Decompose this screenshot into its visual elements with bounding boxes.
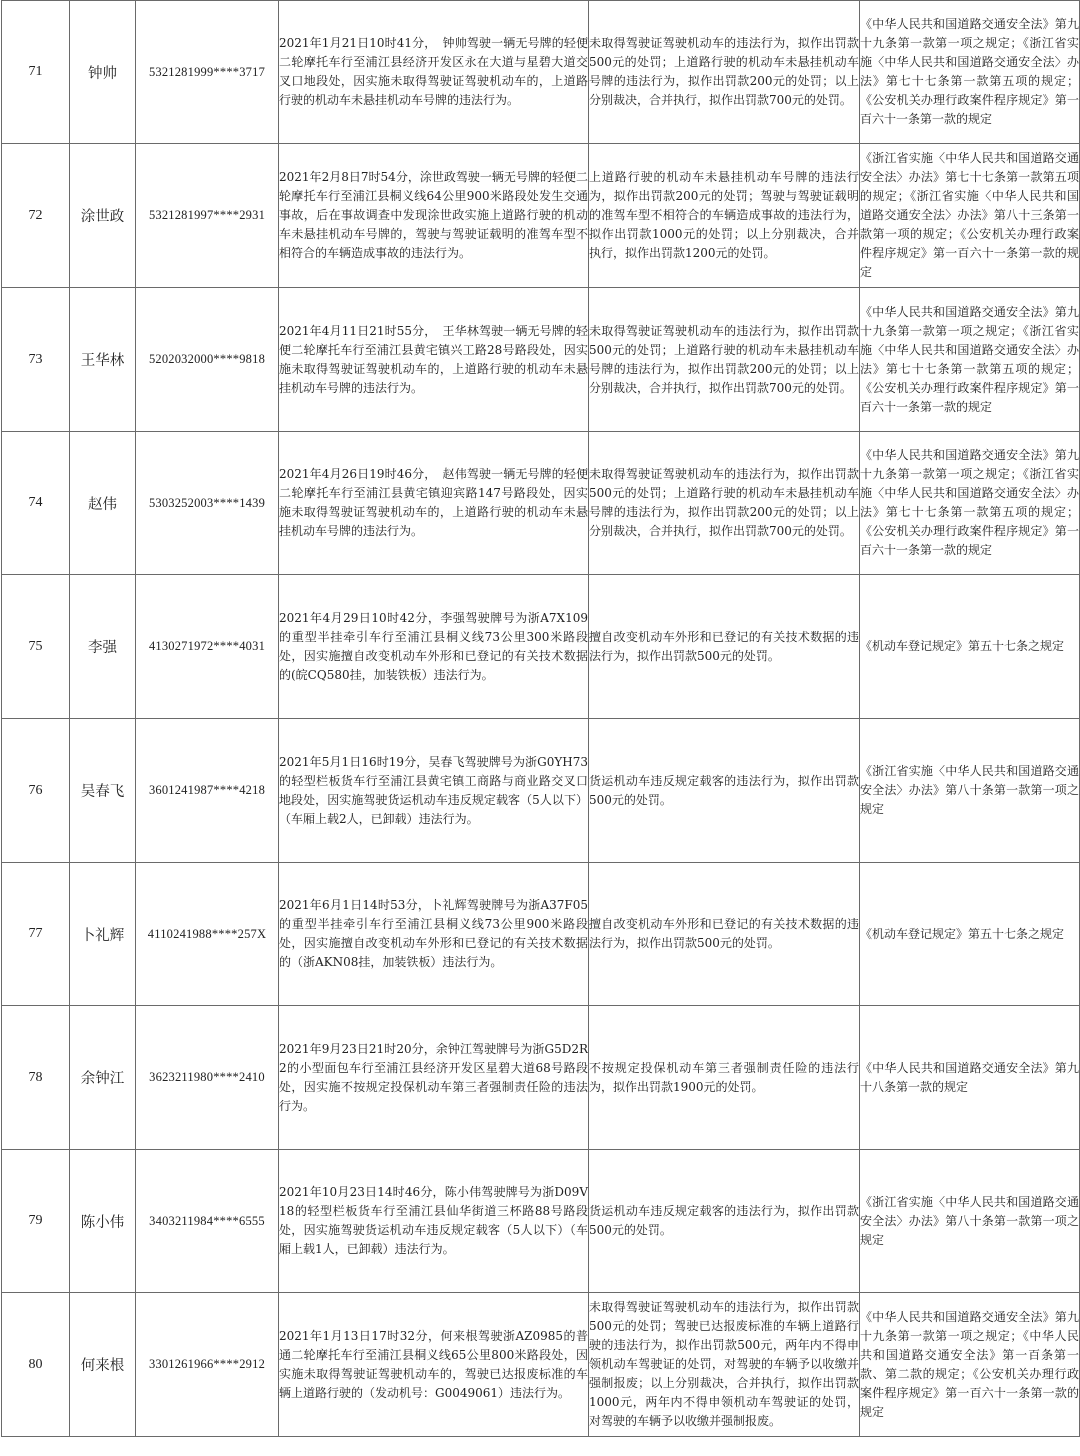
id-number: 3301261966****2912 (136, 1293, 279, 1437)
table-row (2, 719, 1080, 863)
legal-basis: 《浙江省实施〈中华人民共和国道路交通安全法〉办法》第八十条第一款第一项之规定 (860, 719, 1080, 863)
penalty-decision: 上道路行驶的机动车未悬挂机动车号牌的违法行为，拟作出罚款200元的处罚；驾驶与驾驶证载明的准驾车型不相符合的车辆造成事故的违法行为，拟作出罚款1000元的处罚；以上分别裁决，合并执行，拟作出罚款1200元的处罚。 (589, 144, 860, 288)
records-body (2, 1, 1080, 1437)
violation-facts: 2021年1月21日10时41分， 钟帅驾驶一辆无号牌的轻便二轮摩托车行至浦江县经济开发区永在大道与星碧大道交叉口地段处，因实施未取得驾驶证驾驶机动车的，上道路行驶的机动车未悬挂机动车号牌的违法行为。 (279, 1, 589, 144)
record-number: 77 (2, 863, 70, 1006)
legal-basis: 《中华人民共和国道路交通安全法》第九十八条第一款的规定 (860, 1006, 1080, 1150)
record-number: 72 (2, 144, 70, 288)
table-row (2, 1150, 1080, 1293)
violation-facts: 2021年10月23日14时46分，陈小伟驾驶牌号为浙D09V18的轻型栏板货车行至浦江县仙华街道三杯路88号路段处，因实施驾驶货运机动车违反规定载客（5人以下）（车厢上载1人，已卸载）违法行为。 (279, 1150, 589, 1293)
violation-facts: 2021年6月1日14时53分，卜礼辉驾驶牌号为浙A37F05的重型半挂牵引车行至浦江县桐义线73公里900米路段处，因实施擅自改变机动车外形和已登记的有关技术数据的（浙AKN08挂，加装铁板）违法行为。 (279, 863, 589, 1006)
penalty-records-table (1, 0, 1080, 1437)
violation-facts: 2021年1月13日17时32分，何来根驾驶浙AZ0985的普通二轮摩托车行至浦江县桐义线65公里800米路段处，因实施未取得驾驶证驾驶机动车的，驾驶已达报废标准的车辆上道路行驶的（发动机号：G0049061）违法行为。 (279, 1293, 589, 1437)
penalty-decision: 货运机动车违反规定载客的违法行为，拟作出罚款500元的处罚。 (589, 1150, 860, 1293)
penalty-decision: 未取得驾驶证驾驶机动车的违法行为，拟作出罚款500元的处罚；驾驶已达报废标准的车辆上道路行驶的违法行为，拟作出罚款500元，两年内不得申领机动车驾驶证的处罚，对驾驶的车辆予以收缴并强制报废；以上分别裁决，合并执行，拟作出罚款1000元，两年内不得申领机动车驾驶证的处罚，对驾驶的车辆予以收缴并强制报废。 (589, 1293, 860, 1437)
person-name: 陈小伟 (70, 1150, 136, 1293)
table-row (2, 1006, 1080, 1150)
penalty-decision: 货运机动车违反规定载客的违法行为，拟作出罚款500元的处罚。 (589, 719, 860, 863)
violation-facts: 2021年4月11日21时55分， 王华林驾驶一辆无号牌的轻便二轮摩托车行至浦江县黄宅镇兴工路28号路段处，因实施未取得驾驶证驾驶机动车的，上道路行驶的机动车未悬挂机动车号牌的违法行为。 (279, 288, 589, 432)
table-row (2, 863, 1080, 1006)
table-row (2, 288, 1080, 432)
record-number: 71 (2, 1, 70, 144)
table-row (2, 1, 1080, 144)
penalty-decision: 未取得驾驶证驾驶机动车的违法行为，拟作出罚款500元的处罚；上道路行驶的机动车未悬挂机动车号牌的违法行为，拟作出罚款200元的处罚；以上分别裁决，合并执行，拟作出罚款700元的处罚。 (589, 1, 860, 144)
record-number: 74 (2, 432, 70, 575)
table-row (2, 575, 1080, 719)
penalty-decision: 擅自改变机动车外形和已登记的有关技术数据的违法行为，拟作出罚款500元的处罚。 (589, 863, 860, 1006)
legal-basis: 《浙江省实施〈中华人民共和国道路交通安全法〉办法》第八十条第一款第一项之规定 (860, 1150, 1080, 1293)
record-number: 75 (2, 575, 70, 719)
legal-basis: 《中华人民共和国道路交通安全法》第九十九条第一款第一项之规定；《浙江省实施〈中华人民共和国道路交通安全法〉办法》第七十七条第一款第五项的规定；《公安机关办理行政案件程序规定》第一百六十一条第一款的规定 (860, 288, 1080, 432)
violation-facts: 2021年5月1日16时19分，吴春飞驾驶牌号为浙G0YH73的轻型栏板货车行至浦江县黄宅镇工商路与商业路交叉口地段处，因实施驾驶货运机动车违反规定载客（5人以下）（车厢上载2人，已卸载）违法行为。 (279, 719, 589, 863)
table-row (2, 432, 1080, 575)
record-number: 73 (2, 288, 70, 432)
person-name: 李强 (70, 575, 136, 719)
person-name: 卜礼辉 (70, 863, 136, 1006)
record-number: 76 (2, 719, 70, 863)
person-name: 何来根 (70, 1293, 136, 1437)
person-name: 余钟江 (70, 1006, 136, 1150)
legal-basis: 《机动车登记规定》第五十七条之规定 (860, 575, 1080, 719)
record-number: 79 (2, 1150, 70, 1293)
legal-basis: 《中华人民共和国道路交通安全法》第九十九条第一款第一项之规定；《浙江省实施〈中华人民共和国道路交通安全法〉办法》第七十七条第一款第五项的规定；《公安机关办理行政案件程序规定》第一百六十一条第一款的规定 (860, 1, 1080, 144)
id-number: 5303252003****1439 (136, 432, 279, 575)
legal-basis: 《中华人民共和国道路交通安全法》第九十九条第一款第一项之规定；《浙江省实施〈中华人民共和国道路交通安全法〉办法》第七十七条第一款第五项的规定；《公安机关办理行政案件程序规定》第一百六十一条第一款的规定 (860, 432, 1080, 575)
id-number: 5321281999****3717 (136, 1, 279, 144)
id-number: 5202032000****9818 (136, 288, 279, 432)
violation-facts: 2021年4月26日19时46分， 赵伟驾驶一辆无号牌的轻便二轮摩托车行至浦江县黄宅镇迎宾路147号路段处，因实施未取得驾驶证驾驶机动车的，上道路行驶的机动车未悬挂机动车号牌的违法行为。 (279, 432, 589, 575)
person-name: 王华林 (70, 288, 136, 432)
legal-basis: 《浙江省实施〈中华人民共和国道路交通安全法〉办法》第七十七条第一款第五项的规定；《浙江省实施〈中华人民共和国道路交通安全法〉办法》第八十三条第一款第一项的规定；《公安机关办理行政案件程序规定》第一百六十一条第一款的规定 (860, 144, 1080, 288)
id-number: 3601241987****4218 (136, 719, 279, 863)
record-number: 78 (2, 1006, 70, 1150)
person-name: 涂世政 (70, 144, 136, 288)
person-name: 赵伟 (70, 432, 136, 575)
person-name: 钟帅 (70, 1, 136, 144)
penalty-decision: 不按规定投保机动车第三者强制责任险的违法行为，拟作出罚款1900元的处罚。 (589, 1006, 860, 1150)
table-row (2, 144, 1080, 288)
record-number: 80 (2, 1293, 70, 1437)
penalty-decision: 未取得驾驶证驾驶机动车的违法行为，拟作出罚款500元的处罚；上道路行驶的机动车未悬挂机动车号牌的违法行为，拟作出罚款200元的处罚；以上分别裁决，合并执行，拟作出罚款700元的处罚。 (589, 432, 860, 575)
person-name: 吴春飞 (70, 719, 136, 863)
legal-basis: 《中华人民共和国道路交通安全法》第九十九条第一款第一项之规定；《中华人民共和国道路交通安全法》第一百条第一款、第二款的规定；《公安机关办理行政案件程序规定》第一百六十一条第一款的规定 (860, 1293, 1080, 1437)
id-number: 4110241988****257X (136, 863, 279, 1006)
violation-facts: 2021年4月29日10时42分，李强驾驶牌号为浙A7X109的重型半挂牵引车行至浦江县桐义线73公里300米路段处，因实施擅自改变机动车外形和已登记的有关技术数据的(皖CQ580挂，加装铁板）违法行为。 (279, 575, 589, 719)
id-number: 3403211984****6555 (136, 1150, 279, 1293)
table-row (2, 1293, 1080, 1437)
id-number: 3623211980****2410 (136, 1006, 279, 1150)
violation-facts: 2021年9月23日21时20分，余钟江驾驶牌号为浙G5D2R2的小型面包车行至浦江县经济开发区星碧大道68号路段处，因实施不按规定投保机动车第三者强制责任险的违法行为。 (279, 1006, 589, 1150)
id-number: 4130271972****4031 (136, 575, 279, 719)
id-number: 5321281997****2931 (136, 144, 279, 288)
penalty-decision: 未取得驾驶证驾驶机动车的违法行为，拟作出罚款500元的处罚；上道路行驶的机动车未悬挂机动车号牌的违法行为，拟作出罚款200元的处罚；以上分别裁决，合并执行，拟作出罚款700元的处罚。 (589, 288, 860, 432)
violation-facts: 2021年2月8日7时54分，涂世政驾驶一辆无号牌的轻便二轮摩托车行至浦江县桐义线64公里900米路段处发生交通事故，后在事故调查中发现涂世政实施上道路行驶的机动车未悬挂机动车号牌的，驾驶与驾驶证载明的准驾车型不相符合的车辆造成事故的违法行为。 (279, 144, 589, 288)
penalty-decision: 擅自改变机动车外形和已登记的有关技术数据的违法行为，拟作出罚款500元的处罚。 (589, 575, 860, 719)
legal-basis: 《机动车登记规定》第五十七条之规定 (860, 863, 1080, 1006)
